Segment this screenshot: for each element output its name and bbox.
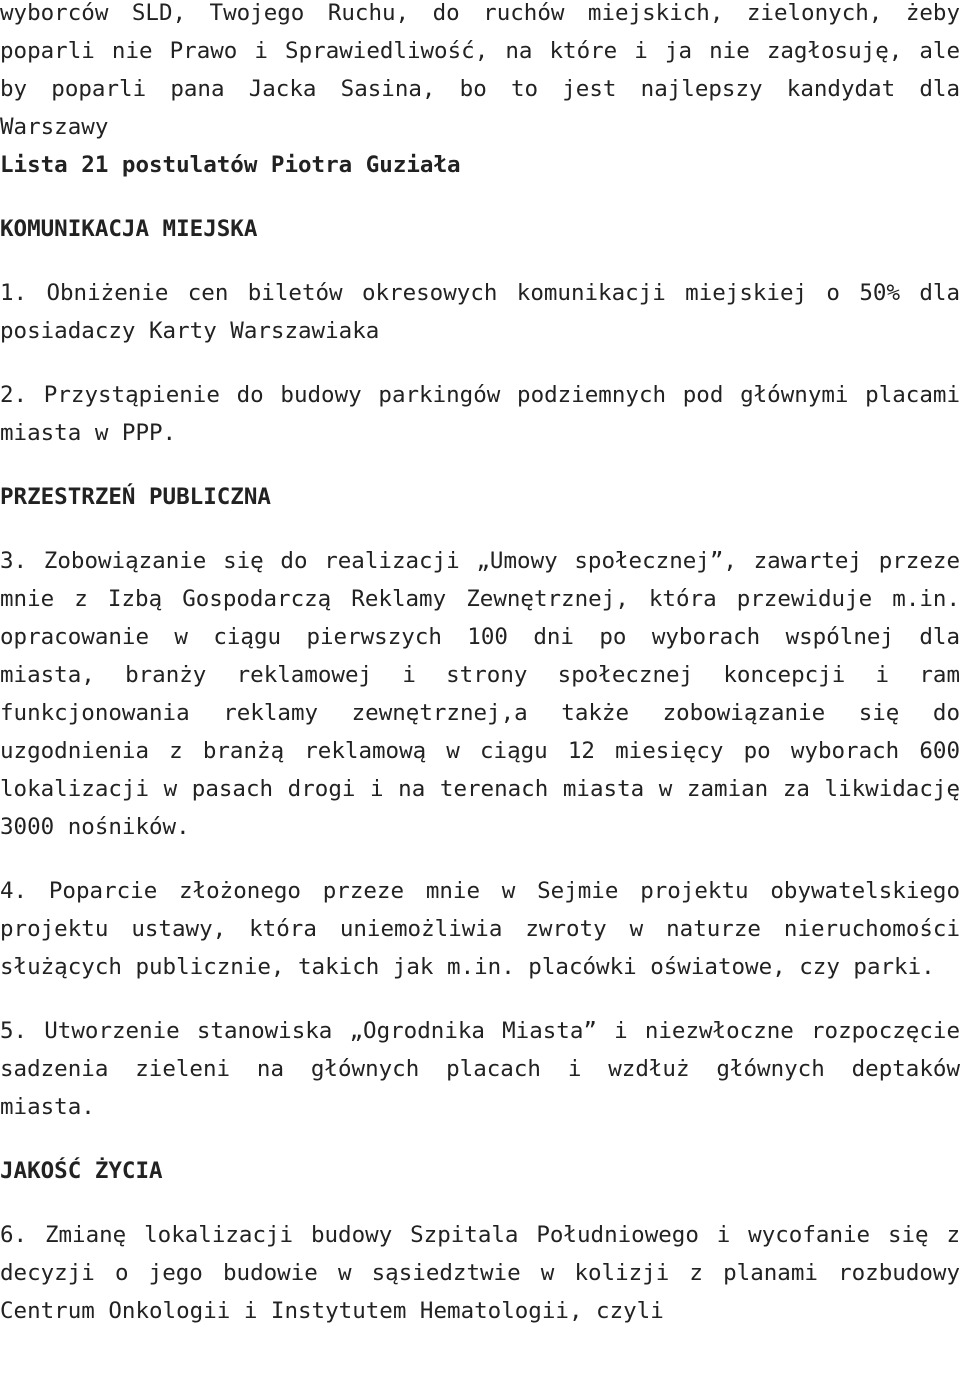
postulate-item-5: 5. Utworzenie stanowiska „Ogrodnika Miasta” i niezwłoczne rozpoczęcie sadzenia zieleni na głównych placach i wzdłuż głównych deptaków miasta. bbox=[0, 1018, 960, 1120]
postulate-item-6: 6. Zmianę lokalizacji budowy Szpitala Południowego i wycofanie się z decyzji o jego budowie w sąsiedztwie w kolizji z planami rozbudowy Centrum Onkologii i Instytutem Hematologii, czyli bbox=[0, 1222, 960, 1324]
postulate-item-4: 4. Poparcie złożonego przeze mnie w Sejmie projektu obywatelskiego projektu ustawy, która uniemożliwia zwroty w naturze nieruchomości służących publicznie, takich jak m.in. placówki oświatowe, czy parki. bbox=[0, 878, 960, 980]
section-heading-komunikacja: KOMUNIKACJA MIEJSKA bbox=[0, 216, 258, 242]
postulate-item-3: 3. Zobowiązanie się do realizacji „Umowy społecznej”, zawartej przeze mnie z Izbą Gospodarczą Reklamy Zewnętrznej, która przewiduje m.in. opracowanie w ciągu pierwszych 100 dni po wyborach wspólnej dla miasta, branży reklamowej i strony społecznej koncepcji i ram funkcjonowania reklamy zewnętrznej,a także zobowiązanie się do uzgodnienia z branżą reklamową w ciągu 12 miesięcy po wyborach 600 lokalizacji w pasach drogi i na terenach miasta w zamian za likwidację 3000 nośników. bbox=[0, 548, 960, 840]
list-title: Lista 21 postulatów Piotra Guziała bbox=[0, 152, 461, 178]
section-heading-przestrzen: PRZESTRZEŃ PUBLICZNA bbox=[0, 484, 271, 510]
section-heading-jakosc: JAKOŚĆ ŻYCIA bbox=[0, 1158, 163, 1184]
postulate-item-2: 2. Przystąpienie do budowy parkingów podziemnych pod głównymi placami miasta w PPP. bbox=[0, 382, 960, 446]
postulate-item-1: 1. Obniżenie cen biletów okresowych komunikacji miejskiej o 50% dla posiadaczy Karty Warszawiaka bbox=[0, 280, 960, 344]
intro-paragraph: wyborców SLD, Twojego Ruchu, do ruchów miejskich, zielonych, żeby poparli nie Prawo i Sprawiedliwość, na które i ja nie zagłosuję, ale by poparli pana Jacka Sasina, bo to jest najlepszy kandydat dla Warszawy bbox=[0, 0, 960, 140]
